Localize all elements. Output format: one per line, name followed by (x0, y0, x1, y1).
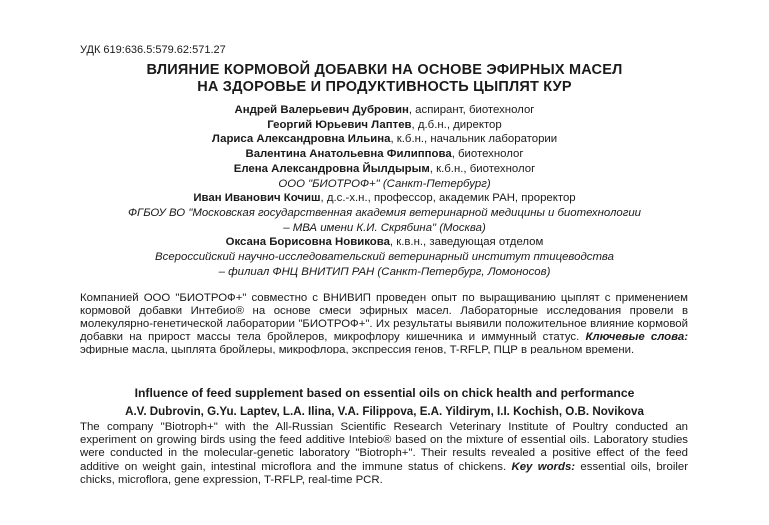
affiliation: Всероссийский научно-исследовательский ветеринарный институт птицеводства (155, 251, 614, 264)
keywords-label: Ключевые слова: (585, 331, 688, 343)
author-line (40, 118, 729, 133)
english-title: Influence of feed supplement based on essential oils on chick health and performance (134, 386, 635, 400)
author-role: , д.с.-х.н., профессор, академик РАН, проректор (320, 192, 576, 205)
author-name: Елена Александровна Йылдырым (233, 162, 430, 175)
author-name: Андрей Валерьевич Дубровин (234, 104, 409, 116)
affiliation: ООО "БИОТРОФ+" (Санкт-Петербург) (278, 177, 491, 190)
author-line (40, 147, 729, 162)
author-line (40, 162, 729, 177)
author-role: , д.б.н., директор (411, 118, 502, 131)
keywords-label: Key words: (511, 460, 576, 473)
author-line (40, 191, 729, 206)
author-name: Валентина Анатольевна Филиппова (245, 148, 452, 161)
keywords-text: эфирные масла, цыплята бройлеры, микрофлора, экспрессия генов, T-RFLP, ПЦР в реальном времени. (80, 344, 635, 354)
affiliation: – МВА имени К.И. Скрябина" (Москва) (283, 221, 486, 234)
abstract-english (80, 421, 688, 487)
abstract-russian (80, 292, 688, 354)
author-line (40, 235, 729, 250)
author-role: , биотехнолог (451, 148, 524, 161)
author-name: Оксана Борисовна Новикова (225, 236, 390, 249)
title-line: ВЛИЯНИЕ КОРМОВОЙ ДОБАВКИ НА ОСНОВЕ ЭФИРНЫХ МАСЕЛ (146, 62, 623, 78)
author-name: Иван Иванович Кочиш (193, 192, 321, 205)
keywords-text: essential oils, broiler chicks, microflora, gene expression, T-RFLP, real-time PCR. (80, 460, 689, 486)
author-role: , к.в.н., заведующая отделом (389, 236, 544, 249)
author-line (40, 103, 729, 118)
author-name: Георгий Юрьевич Лаптев (267, 118, 412, 131)
udk-code: УДК 619:636.5:579.62:571.27 (80, 44, 226, 56)
author-block (40, 103, 729, 279)
abstract-text: The company "Biotroph+" with the All-Russian Scientific Research Veterinary Institute of Poultry conducted an experiment on growing birds using the feed additive Intebio® based on the mixture of essential oils. Laboratory studies were conducted in the molecular-genetic laboratory "Biotroph+". Their results revealed a positive effect of the feed additive on weight gain, intestinal microflora and the immune status of chickens. (80, 421, 688, 473)
affiliation: – филиал ФНЦ ВНИТИП РАН (Санкт-Петербург, Ломоносов) (218, 265, 551, 278)
abstract-text: Компанией ООО "БИОТРОФ+" совместно с ВНИВИП проведен опыт по выращиванию цыплят с применением кормовой добавки Интебио® на основе смеси эфирных масел. Лабораторные исследования провели в молекулярно-генетической лаборатории "БИОТРОФ+". Их результаты выявили положительное влияние кормовой добавки на прирост массы тела бройлеров, микрофлору кишечника и иммунный статус. (80, 292, 688, 343)
author-role: , аспирант, биотехнолог (408, 104, 535, 116)
author-name: Лариса Александровна Ильина (211, 133, 391, 146)
article-title (60, 62, 709, 96)
author-role: , к.б.н., биотехнолог (429, 162, 536, 175)
title-line: НА ЗДОРОВЬЕ И ПРОДУКТИВНОСТЬ ЦЫПЛЯТ КУР (197, 79, 572, 95)
author-role: , к.б.н., начальник лаборатории (390, 133, 558, 146)
affiliation: ФГБОУ ВО "Московская государственная академия ветеринарной медицины и биотехнологии (127, 206, 642, 219)
english-authors: A.V. Dubrovin, G.Yu. Laptev, L.A. Ilina, V.A. Filippova, E.A. Yildirym, I.I. Kochish, O.B. Novikova (125, 405, 644, 418)
author-line (40, 132, 729, 147)
